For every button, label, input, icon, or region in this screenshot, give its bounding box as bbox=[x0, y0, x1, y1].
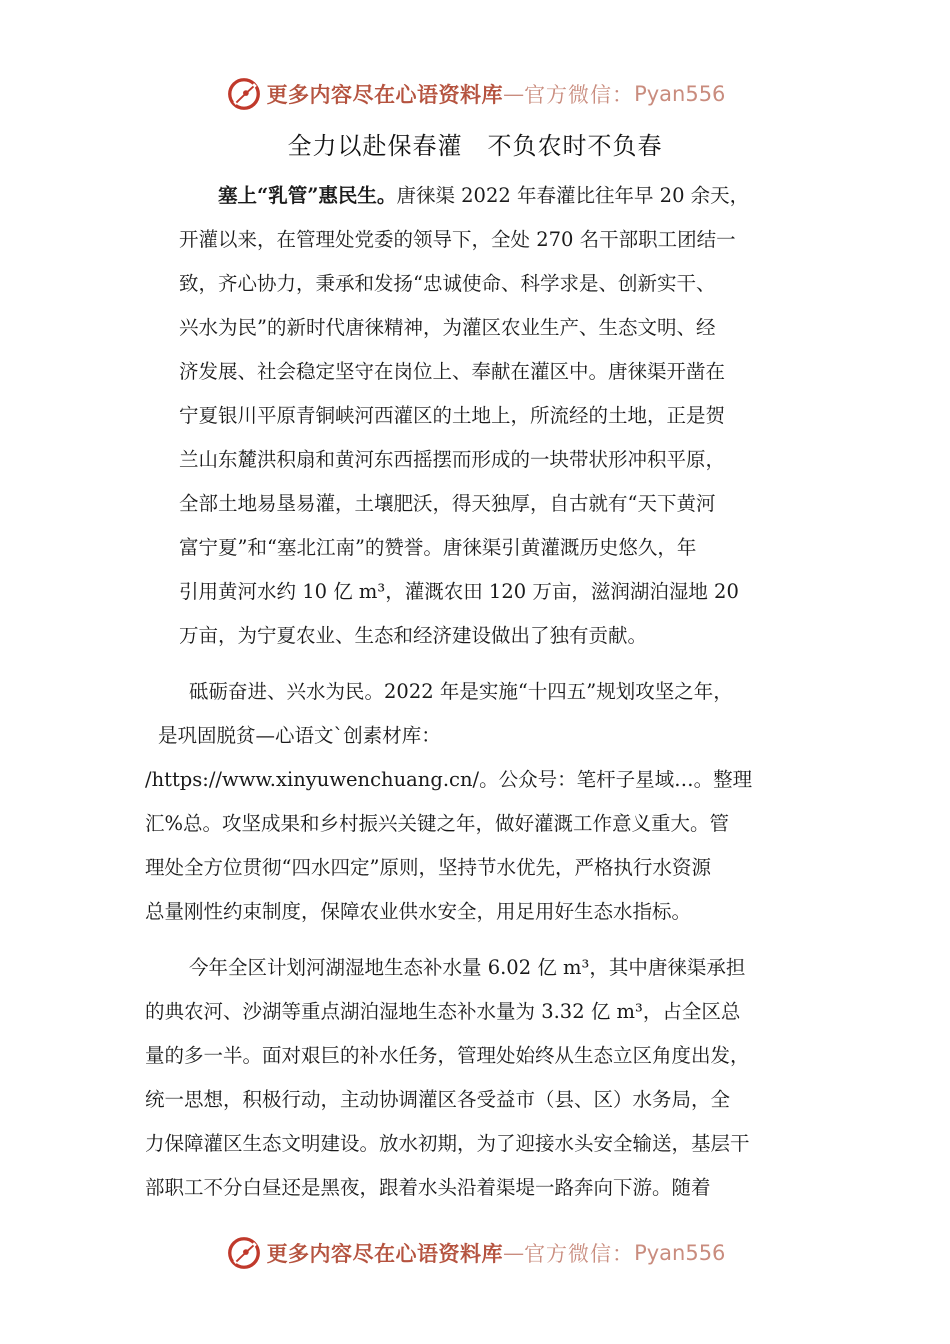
paragraph-1-line-3: 致，齐心协力，秉承和发扬“忠诚使命、科学求是、创新实干、 bbox=[179, 272, 716, 295]
paragraph-1-line-11: 万亩，为宁夏农业、生态和经济建设做出了独有贡献。 bbox=[179, 624, 648, 647]
paragraph-3-line-2: 的典农河、沙湖等重点湖泊湿地生态补水量为 3.32 亿 m³，占全区总 bbox=[145, 1000, 741, 1023]
paragraph-1-line-9: 富宁夏”和“塞北江南”的赞誉。唐徕渠引黄灌溉历史悠久，年 bbox=[179, 536, 697, 559]
paragraph-2-line-5: 理处全方位贯彻“四水四定”原则，坚持节水优先，严格执行水资源 bbox=[145, 856, 711, 879]
paragraph-2-line-1: 砥砺奋进、兴水为民。2022 年是实施“十四五”规划攻坚之年， bbox=[189, 680, 733, 703]
paragraph-3-line-1: 今年全区计划河湖湿地生态补水量 6.02 亿 m³，其中唐徕渠承担 bbox=[189, 956, 746, 979]
banner-official-label: 官方微信： bbox=[524, 1242, 635, 1266]
paragraph-1-lead: 塞上“乳管”惠民生。 bbox=[218, 184, 397, 207]
banner-text: 更多内容尽在心语资料库 bbox=[266, 82, 504, 107]
banner-dash: — bbox=[503, 82, 525, 106]
paragraph-1-line-10: 引用黄河水约 10 亿 m³，灌溉农田 120 万亩，滋润湖泊湿地 20 bbox=[179, 580, 739, 603]
paragraph-3-line-5: 力保障灌区生态文明建设。放水初期，为了迎接水头安全输送，基层干 bbox=[145, 1132, 750, 1155]
banner-text: 更多内容尽在心语资料库 bbox=[266, 1241, 504, 1266]
brand-logo-icon bbox=[225, 1234, 263, 1272]
banner-wechat-id: Pyan556 bbox=[634, 1241, 726, 1265]
paragraph-1-line-6: 宁夏银川平原青铜峡河西灌区的土地上，所流经的土地，正是贺 bbox=[179, 404, 726, 427]
paragraph-2-line-6: 总量刚性约束制度，保障农业供水安全，用足用好生态水指标。 bbox=[145, 900, 692, 923]
banner-wechat-id: Pyan556 bbox=[634, 82, 726, 106]
paragraph-1-line-1: 塞上“乳管”惠民生。唐徕渠 2022 年春灌比往年早 20 余天， bbox=[218, 184, 750, 207]
header-banner bbox=[0, 74, 950, 114]
banner-dash: — bbox=[503, 1241, 525, 1265]
paragraph-1-line-8: 全部土地易垦易灌，土壤肥沃，得天独厚，自古就有“天下黄河 bbox=[179, 492, 716, 515]
paragraph-1-line-5: 济发展、社会稳定坚守在岗位上、奉献在灌区中。唐徕渠开凿在 bbox=[179, 360, 726, 383]
paragraph-1-line-2: 开灌以来，在管理处党委的领导下，全处 270 名干部职工团结一 bbox=[179, 228, 736, 251]
paragraph-3-line-3: 量的多一半。面对艰巨的补水任务，管理处始终从生态立区角度出发， bbox=[145, 1044, 750, 1067]
brand-logo-icon bbox=[225, 75, 263, 113]
page-title: 全力以赴保春灌 不负农时不负春 bbox=[287, 132, 663, 160]
paragraph-2-line-4: 汇%总。攻坚成果和乡村振兴关键之年，做好灌溉工作意义重大。管 bbox=[145, 812, 730, 835]
paragraph-3-line-6: 部职工不分白昼还是黑夜，跟着水头沿着渠堤一路奔向下游。随着 bbox=[145, 1176, 711, 1199]
paragraph-3-line-4: 统一思想，积极行动，主动协调灌区各受益市（县、区）水务局，全 bbox=[145, 1088, 731, 1111]
paragraph-2-line-3: /https://www.xinyuwenchuang.cn/。公众号：笔杆子星域…。整理 bbox=[145, 768, 753, 791]
paragraph-2-line-2: 是巩固脱贫—心语文`创素材库： bbox=[158, 724, 441, 747]
paragraph-1-line-4: 兴水为民”的新时代唐徕精神，为灌区农业生产、生态文明、经 bbox=[179, 316, 716, 339]
banner-official-label: 官方微信： bbox=[524, 83, 635, 107]
paragraph-1-line-7: 兰山东麓洪积扇和黄河东西摇摆而形成的一块带状形冲积平原， bbox=[179, 448, 726, 471]
footer-banner bbox=[0, 1233, 950, 1273]
